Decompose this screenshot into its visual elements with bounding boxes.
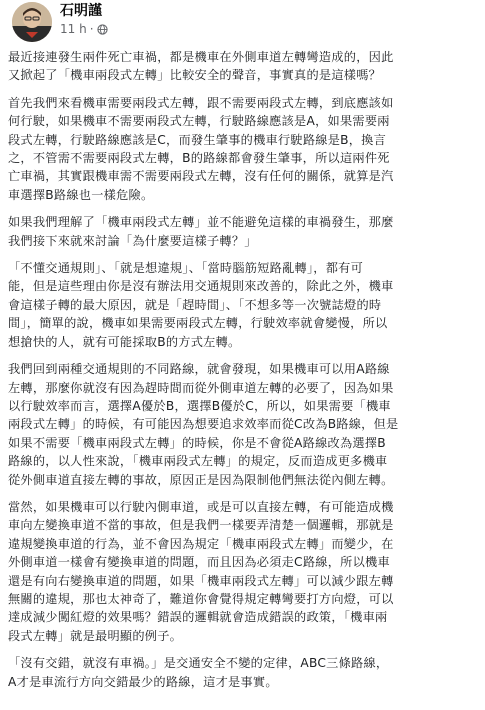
post-paragraph: 最近接連發生兩件死亡車禍，都是機車在外側車道左轉彎造成的，因此 又掀起了「機車兩段式左轉」比較安全的聲音，事實真的是這樣嗎？ [8,50,394,83]
post-paragraph: 如果我們理解了「機車兩段式左轉」並不能避免這樣的車禍發生，那麼 我們接下來就來討論「為什麼要這樣子轉？」 [8,215,394,248]
post-time[interactable]: 11 h [60,22,87,36]
globe-icon[interactable] [97,24,108,35]
post-paragraph: 「不懂交通規則」、「就是想違規」、「當時腦筋短路亂轉」，都有可 能，但是這些理由你是沒有辦法用交通規則來改善的，除此之外，機車 會這樣子轉的最大原因，就是「趕時間」、「不想多等一次號誌燈的時 間」，簡單的說，機車如果需要兩段式左轉，行駛效率就會變慢，所以 想搶快的人，就有可能採取B的方式左轉。 [8,261,394,349]
post-paragraph: 我們回到兩種交通規則的不同路線，就會發現，如果機車可以用A路線 左轉，那麼你就沒有因為趕時間而從外側車道左轉的必要了，因為如果 以行駛效率而言，選擇A優於B，選擇B優於C，所以，如果需要「機車 兩段式左轉」的時候，有可能因為想要追求效率而從C改為B路線，但是 如果不需要「機車兩段式左轉」的時候，你是不會從A路線改為選擇B 路線的，以人性來說，「機車兩段式左轉」的規定，反而造成更多機車 從外側車道直接左轉的事故，原因正是因為限制他們無法從內側左轉。 [8,362,399,487]
post-header [8,0,477,48]
author-name[interactable]: 石明謹 [60,3,102,19]
post-paragraph: 「沒有交錯，就沒有車禍。」是交通安全不變的定律，ABC三條路線， A才是車流行方向交錯最少的路線，這才是事實。 [8,656,389,689]
avatar-image [12,2,52,42]
post-paragraph: 當然，如果機車可以行駛內側車道，或是可以直接左轉，有可能造成機 車向左變換車道不當的事故，但是我們一樣要弄清楚一個邏輯，那就是 違規變換車道的行為，並不會因為規定「機車兩段式左轉」而變少，在 外側車道一樣會有變換車道的問題，而且因為必須走C路線，所以機車 還是有向右變換車道的問題，如果「機車兩段式左轉」可以減少跟左轉 無關的違規，那也太神奇了，難道你會覺得規定轉彎要打方向燈，可以 達成減少闖紅燈的效果嗎？錯誤的邏輯就會造成錯誤的政策，「機車兩 段式左轉」就是最明顯的例子。 [8,499,394,643]
post-body [8,48,477,691]
post-meta [60,21,108,37]
meta-separator: · [89,22,94,36]
post-paragraph: 首先我們來看機車需要兩段式左轉，跟不需要兩段式左轉，到底應該如 何行駛，如果機車不需要兩段式左轉，行駛路線應該是A，如果需要兩 段式左轉，行駛路線應該是C，而發生肇事的機車行駛路線是B，換言 之，不管需不需要兩段式左轉，B的路線都會發生肇事，所以這兩件死 亡車禍，其實跟機車需不需要兩段式左轉，沒有任何的關係，就算是汽 車選擇B路線也一樣危險。 [8,95,394,202]
avatar[interactable] [12,2,52,42]
